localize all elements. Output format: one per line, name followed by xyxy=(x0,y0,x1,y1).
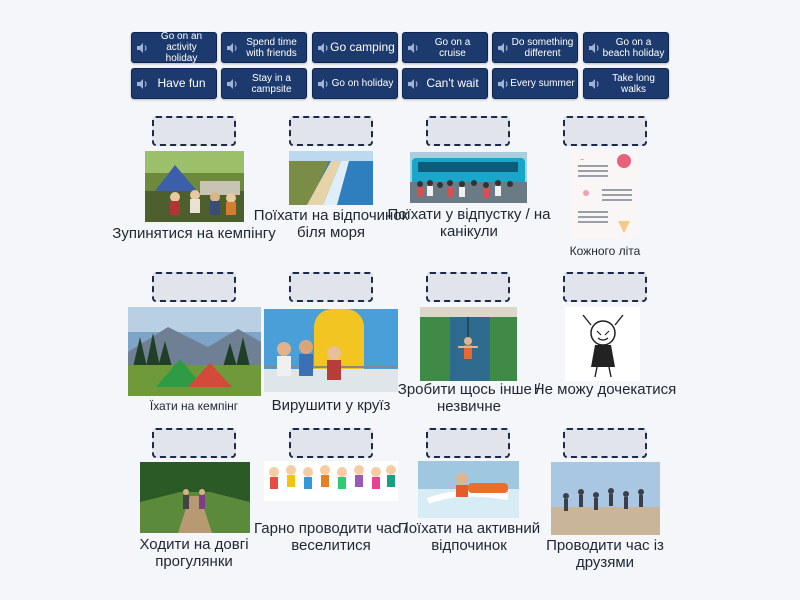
caption-3: Поїхати у відпустку / на канікули xyxy=(387,206,551,240)
caption-1: Зупинятися на кемпінгу xyxy=(112,225,276,242)
drop-slot-8[interactable] xyxy=(563,272,647,302)
dancing-kids-cartoon xyxy=(264,461,398,501)
caption-8: Не можу дочекатися xyxy=(533,381,677,398)
tile-go-on-holiday[interactable] xyxy=(312,68,398,99)
beach-coast-photo xyxy=(289,151,373,205)
tile-go-on-activity-holiday[interactable] xyxy=(131,32,217,63)
speaker-icon[interactable] xyxy=(587,77,601,91)
tile-label: Have fun xyxy=(157,76,206,90)
tile-have-fun[interactable] xyxy=(131,68,217,99)
drop-slot-10[interactable] xyxy=(289,428,373,458)
tile-label: Stay in a campsite xyxy=(251,72,292,95)
tile-go-on-a-cruise[interactable] xyxy=(402,32,488,63)
drop-slot-7[interactable] xyxy=(426,272,510,302)
speaker-icon[interactable] xyxy=(406,41,420,55)
drop-slot-1[interactable] xyxy=(152,116,236,146)
tile-go-on-a-beach-holiday[interactable] xyxy=(583,32,669,63)
forest-walk-photo xyxy=(140,462,250,533)
tile-label: Take long walks xyxy=(612,72,655,95)
speaker-icon[interactable] xyxy=(406,77,420,91)
speaker-icon[interactable] xyxy=(496,41,510,55)
tile-label: Every summer xyxy=(510,78,575,89)
tile-label: Go on holiday xyxy=(331,78,394,89)
tile-label: Go on a beach holiday xyxy=(602,36,665,59)
tile-label: Go camping xyxy=(330,40,395,54)
tile-label: Do something different xyxy=(511,36,574,59)
caption-9: Ходити на довгі прогулянки xyxy=(139,536,249,570)
caption-4: Кожного літа xyxy=(569,244,641,258)
drop-slot-2[interactable] xyxy=(289,116,373,146)
caption-11: Поїхати на активний відпочинок xyxy=(397,520,541,554)
cruise-deck-photo xyxy=(264,309,398,392)
caption-12: Проводити час із друзями xyxy=(546,537,664,571)
speaker-icon[interactable] xyxy=(225,77,239,91)
tile-label: Go on an activity holiday xyxy=(160,31,203,64)
drop-slot-3[interactable] xyxy=(426,116,510,146)
tile-cant-wait[interactable] xyxy=(402,68,488,99)
tile-spend-time-with-friends[interactable] xyxy=(221,32,307,63)
caption-2: Поїхати на відпочинок біля моря xyxy=(253,207,409,241)
drop-slot-6[interactable] xyxy=(289,272,373,302)
friends-beach-jump-photo xyxy=(551,462,660,535)
speaker-icon[interactable] xyxy=(225,41,239,55)
speaker-icon[interactable] xyxy=(316,41,330,55)
drop-slot-11[interactable] xyxy=(426,428,510,458)
excited-doodle-drawing xyxy=(565,307,640,381)
tour-bus-group-photo xyxy=(410,152,527,203)
drop-slot-9[interactable] xyxy=(152,428,236,458)
summer-calendar-photo xyxy=(572,151,638,238)
tile-label: Can't wait xyxy=(426,76,479,90)
campsite-family-photo xyxy=(145,151,244,222)
tile-label: Spend time with friends xyxy=(246,36,297,59)
caption-7: Зробити щось інше / незвичне xyxy=(397,381,541,415)
drop-slot-4[interactable] xyxy=(563,116,647,146)
tile-stay-in-a-campsite[interactable] xyxy=(221,68,307,99)
tile-every-summer[interactable] xyxy=(492,68,578,99)
speaker-icon[interactable] xyxy=(135,77,149,91)
drop-slot-12[interactable] xyxy=(563,428,647,458)
svg-text:~: ~ xyxy=(580,157,585,163)
speaker-icon[interactable] xyxy=(316,77,330,91)
tile-go-camping[interactable] xyxy=(312,32,398,63)
caption-10: Гарно проводити час / веселитися xyxy=(254,520,408,554)
caption-6: Вирушити у круїз xyxy=(271,397,391,414)
bungee-jump-photo xyxy=(420,307,517,381)
tile-take-long-walks[interactable] xyxy=(583,68,669,99)
water-ride-photo xyxy=(418,461,519,518)
tent-mountains-photo xyxy=(128,307,261,396)
speaker-icon[interactable] xyxy=(135,41,149,55)
tile-do-something-different[interactable] xyxy=(492,32,578,63)
caption-5: Їхати на кемпінг xyxy=(149,399,239,413)
tile-label: Go on a cruise xyxy=(434,36,471,59)
speaker-icon[interactable] xyxy=(587,41,601,55)
speaker-icon[interactable] xyxy=(496,77,510,91)
drop-slot-5[interactable] xyxy=(152,272,236,302)
